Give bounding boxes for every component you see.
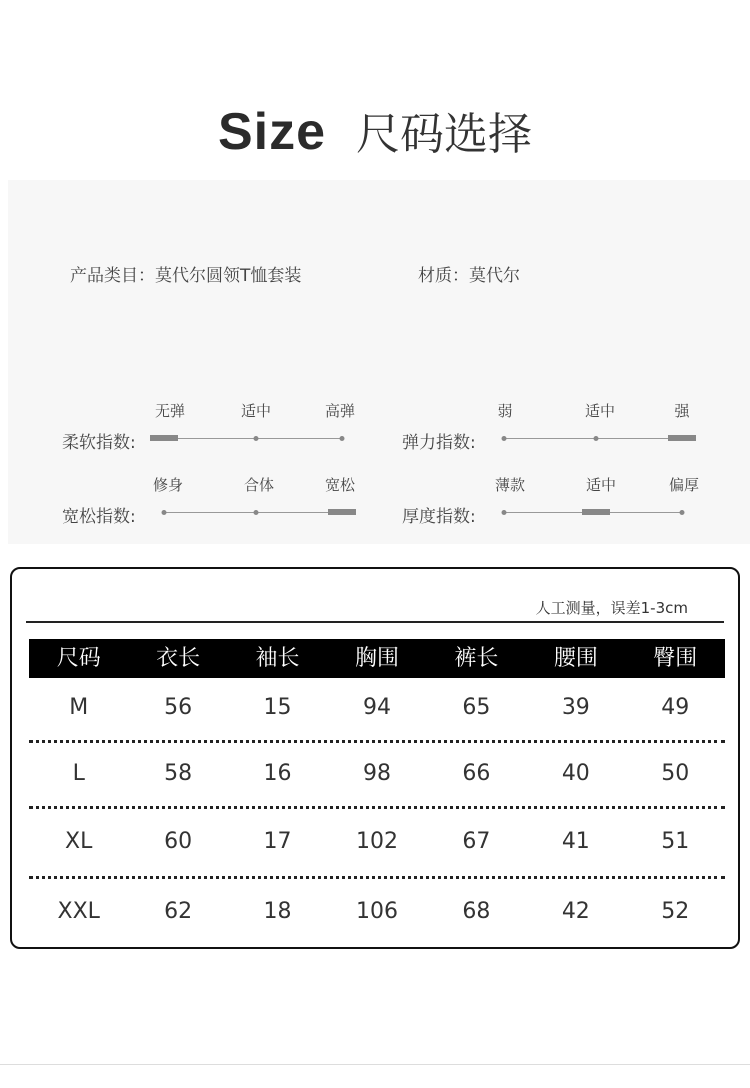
scale-option: 适中	[584, 402, 616, 420]
scale-option: 适中	[585, 476, 617, 494]
table-cell: 65	[462, 695, 491, 720]
size-chart	[10, 567, 740, 949]
table-cell: 56	[164, 695, 193, 720]
table-cell: 58	[164, 761, 193, 786]
header-cell: 衣长	[156, 646, 201, 671]
divider	[26, 621, 724, 623]
table-cell: M	[69, 695, 89, 720]
scale-label: 柔软指数:	[62, 433, 136, 453]
scale-dot	[680, 510, 685, 515]
scale-option: 弱	[497, 402, 513, 420]
softness-scale	[62, 400, 392, 460]
scale-selected-marker	[150, 435, 178, 441]
page-title	[0, 98, 750, 162]
scale-selected-marker	[328, 509, 356, 515]
scale-option: 适中	[240, 402, 272, 420]
header-cell: 尺码	[56, 646, 101, 671]
header-cell: 袖长	[255, 646, 300, 671]
table-cell: 51	[661, 829, 690, 854]
table-cell: 39	[561, 695, 590, 720]
table-cell: 18	[263, 899, 292, 924]
table-cell: 62	[164, 899, 193, 924]
table-row	[29, 829, 725, 854]
table-cell: 66	[462, 761, 491, 786]
table-cell: 16	[263, 761, 292, 786]
scale-dot	[594, 436, 599, 441]
scale-dot	[254, 436, 259, 441]
product-info-panel	[8, 180, 750, 544]
product-material: 材质：莫代尔	[418, 266, 520, 286]
scale-selected-marker	[582, 509, 610, 515]
table-cell: 42	[561, 899, 590, 924]
row-divider	[29, 806, 725, 809]
scale-dot	[502, 510, 507, 515]
table-row	[29, 761, 725, 786]
title-chinese: 尺码选择	[356, 109, 533, 160]
measurement-note: 人工测量，误差1-3cm	[535, 599, 688, 617]
table-cell: L	[72, 761, 85, 786]
row-divider	[29, 876, 725, 879]
table-header	[29, 639, 725, 678]
scale-dot	[162, 510, 167, 515]
scale-label: 弹力指数:	[402, 433, 476, 453]
table-cell: 94	[362, 695, 391, 720]
header-cell: 裤长	[454, 646, 499, 671]
header-cell: 胸围	[354, 646, 399, 671]
scale-dot	[340, 436, 345, 441]
table-cell: 68	[462, 899, 491, 924]
table-row	[29, 899, 725, 924]
scale-track	[162, 438, 342, 439]
header-cell: 腰围	[553, 646, 598, 671]
table-cell: 17	[263, 829, 292, 854]
scale-label: 宽松指数:	[62, 507, 136, 527]
scale-dot	[502, 436, 507, 441]
table-cell: XL	[65, 829, 93, 854]
table-cell: 52	[661, 899, 690, 924]
title-english: Size	[217, 103, 327, 161]
table-cell: 41	[561, 829, 590, 854]
scale-option: 强	[674, 402, 690, 420]
scale-selected-marker	[668, 435, 696, 441]
table-cell: 67	[462, 829, 491, 854]
elasticity-scale	[402, 400, 732, 460]
table-cell: XXL	[57, 899, 100, 924]
thickness-scale	[402, 474, 732, 534]
table-cell: 98	[362, 761, 391, 786]
table-cell: 40	[561, 761, 590, 786]
table-cell: 60	[164, 829, 193, 854]
table-cell: 49	[661, 695, 690, 720]
scale-option: 无弹	[154, 402, 186, 420]
scale-option: 合体	[243, 476, 275, 494]
header-cell: 臀围	[653, 646, 698, 671]
table-cell: 50	[661, 761, 690, 786]
table-cell: 106	[355, 899, 398, 924]
scale-option: 修身	[152, 476, 184, 494]
scale-label: 厚度指数:	[402, 507, 476, 527]
scale-option: 宽松	[324, 476, 356, 494]
row-divider	[29, 740, 725, 743]
product-category: 产品类目：莫代尔圆领T恤套装	[70, 266, 302, 286]
footer-divider	[0, 1064, 750, 1065]
scale-option: 薄款	[494, 476, 526, 494]
scale-option: 偏厚	[668, 476, 700, 494]
scale-dot	[254, 510, 259, 515]
table-row	[29, 695, 725, 720]
table-cell: 15	[263, 695, 292, 720]
fit-scale	[62, 474, 392, 534]
scale-option: 高弹	[324, 402, 356, 420]
table-cell: 102	[355, 829, 398, 854]
